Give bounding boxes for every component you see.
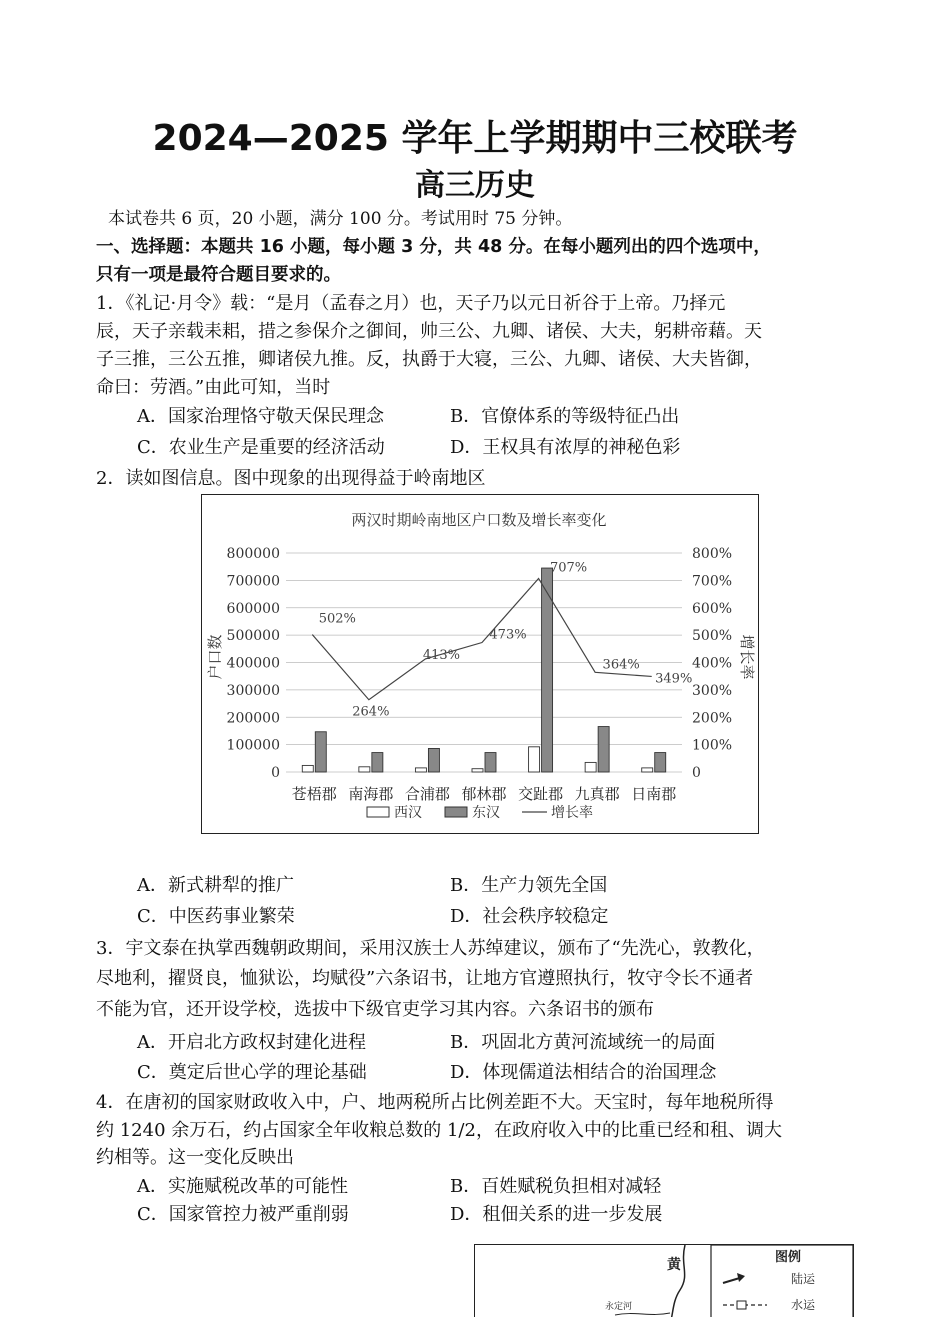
legend-swatch-donghan bbox=[445, 807, 467, 817]
q2-stem: 2．读如图信息。图中现象的出现得益于岭南地区 bbox=[96, 468, 486, 489]
section-heading-line1: 一、选择题：本题共 16 小题，每小题 3 分，共 48 分。在每小题列出的四个选项中， bbox=[96, 237, 771, 257]
q1-stem-line1: 1．《礼记·月令》载：“是月（孟春之月）也，天子乃以元日祈谷于上帝。乃择元 bbox=[96, 293, 726, 314]
legend-label-rate: 增长率 bbox=[551, 805, 593, 821]
rate-data-label: 473% bbox=[489, 627, 527, 643]
bar-donghan bbox=[315, 732, 326, 772]
x-tick-label: 合浦郡 bbox=[404, 785, 450, 803]
section-heading-line2: 只有一项是最符合题目要求的。 bbox=[96, 265, 341, 285]
q3-stem-line2: 尽地利，擢贤良，恤狱讼，均赋役”六条诏书，让地方官遵照执行，牧守令长不通者 bbox=[96, 968, 754, 989]
x-tick-label: 九真郡 bbox=[574, 785, 620, 803]
river-label: 黄 bbox=[667, 1257, 681, 1273]
q2-option-a[interactable]: A．新式耕犁的推广 bbox=[137, 875, 294, 896]
bar-donghan bbox=[655, 753, 666, 772]
rate-data-label: 349% bbox=[655, 671, 693, 687]
legend-land: 陆运 bbox=[791, 1272, 816, 1286]
map-drawing bbox=[475, 1245, 853, 1317]
bar-donghan bbox=[485, 753, 496, 772]
y-tick-label: 700000 bbox=[226, 573, 280, 590]
q1-stem-line2: 辰，天子亲载耒耜，措之参保介之御间，帅三公、九卿、诸侯、大夫，躬耕帝藉。天 bbox=[96, 321, 762, 342]
river-line bbox=[615, 1313, 670, 1315]
legend-water: 水运 bbox=[791, 1298, 816, 1312]
q1-option-a[interactable]: A．国家治理恪守敬天保民理念 bbox=[137, 406, 384, 427]
y2-tick-label: 600% bbox=[692, 600, 733, 617]
legend-label-donghan: 东汉 bbox=[472, 805, 500, 821]
page-subtitle: 高三历史 bbox=[415, 168, 535, 203]
q4-stem-line1: 4．在唐初的国家财政收入中，户、地两税所占比例差距不大。天宝时，每年地税所得 bbox=[96, 1092, 774, 1113]
x-tick-label: 郁林郡 bbox=[461, 785, 507, 803]
y2-axis-label: 增长率 bbox=[738, 634, 756, 680]
x-tick-label: 交趾郡 bbox=[518, 785, 564, 803]
q4-stem-line2: 约 1240 余万石，约占国家全年收粮总数的 1/2，在政府收入中的比重已经和租、调大 bbox=[96, 1120, 782, 1141]
legend-title: 图例 bbox=[775, 1250, 802, 1265]
chart-title: 两汉时期岭南地区户口数及增长率变化 bbox=[351, 511, 607, 529]
q1-option-b[interactable]: B．官僚体系的等级特征凸出 bbox=[450, 406, 680, 427]
canal-label: 永定河 bbox=[605, 1302, 633, 1312]
y-tick-label: 200000 bbox=[226, 710, 280, 727]
bar-xihan bbox=[642, 768, 653, 772]
y-axis-label: 户口数 bbox=[206, 634, 224, 680]
y2-tick-label: 300% bbox=[692, 682, 733, 699]
bar-xihan bbox=[529, 747, 540, 772]
q3-stem-line3: 不能为官，还开设学校，选拔中下级官吏学习其内容。六条诏书的颁布 bbox=[96, 999, 654, 1020]
y-tick-label: 100000 bbox=[226, 737, 280, 754]
bar-xihan bbox=[472, 769, 483, 772]
q4-stem-line3: 约相等。这一变化反映出 bbox=[96, 1147, 294, 1168]
bar-xihan bbox=[302, 765, 313, 772]
rate-data-label: 364% bbox=[602, 657, 640, 673]
bar-xihan bbox=[359, 767, 370, 772]
q2-option-c[interactable]: C．中医药事业繁荣 bbox=[137, 906, 295, 927]
exam-info: 本试卷共 6 页，20 小题，满分 100 分。考试用时 75 分钟。 bbox=[108, 209, 573, 229]
q1-option-d[interactable]: D．王权具有浓厚的神秘色彩 bbox=[450, 437, 681, 458]
q2-option-d[interactable]: D．社会秩序较稳定 bbox=[450, 906, 609, 927]
y2-tick-label: 200% bbox=[692, 710, 733, 727]
q1-stem-line4: 命曰：劳酒。”由此可知，当时 bbox=[96, 377, 331, 398]
q4-option-a[interactable]: A．实施赋税改革的可能性 bbox=[137, 1176, 348, 1197]
bar-xihan bbox=[415, 768, 426, 772]
yellow-river-line bbox=[665, 1245, 685, 1317]
transport-map bbox=[474, 1244, 854, 1317]
y2-tick-label: 800% bbox=[692, 546, 733, 562]
q3-stem-line1: 3．宇文泰在执掌西魏朝政期间，采用汉族士人苏绰建议，颁布了“先洗心，敦教化， bbox=[96, 938, 765, 959]
x-tick-label: 日南郡 bbox=[631, 785, 677, 803]
q3-option-d[interactable]: D．体现儒道法相结合的治国理念 bbox=[450, 1062, 717, 1083]
growth-rate-line bbox=[312, 578, 651, 699]
legend-swatch-xihan bbox=[367, 807, 389, 817]
q3-option-b[interactable]: B．巩固北方黄河流域统一的局面 bbox=[450, 1032, 716, 1053]
water-route-node-icon bbox=[737, 1301, 746, 1309]
q2-option-b[interactable]: B．生产力领先全国 bbox=[450, 875, 608, 896]
bar-donghan bbox=[372, 753, 383, 772]
y2-tick-label: 500% bbox=[692, 628, 733, 645]
q3-option-a[interactable]: A．开启北方政权封建化进程 bbox=[137, 1032, 366, 1053]
bar-xihan bbox=[585, 762, 596, 772]
q1-option-c[interactable]: C．农业生产是重要的经济活动 bbox=[137, 437, 385, 458]
q4-option-c[interactable]: C．国家管控力被严重削弱 bbox=[137, 1204, 349, 1225]
q3-option-c[interactable]: C．奠定后世心学的理论基础 bbox=[137, 1062, 367, 1083]
y2-tick-label: 100% bbox=[692, 737, 733, 754]
y-tick-label: 400000 bbox=[226, 655, 280, 672]
bar-donghan bbox=[428, 748, 439, 772]
population-chart bbox=[202, 495, 757, 832]
y2-tick-label: 0 bbox=[692, 765, 701, 781]
q4-option-b[interactable]: B．百姓赋税负担相对减轻 bbox=[450, 1176, 662, 1197]
rate-data-label: 264% bbox=[352, 704, 390, 720]
rate-data-label: 707% bbox=[549, 560, 588, 576]
y2-tick-label: 400% bbox=[692, 655, 733, 672]
bar-donghan bbox=[598, 727, 609, 772]
y-tick-label: 500000 bbox=[226, 628, 280, 645]
rate-data-label: 502% bbox=[318, 611, 356, 627]
y2-tick-label: 700% bbox=[692, 573, 733, 590]
x-tick-label: 南海郡 bbox=[348, 785, 394, 803]
y-tick-label: 800000 bbox=[226, 546, 280, 562]
chart-frame bbox=[201, 494, 759, 834]
q4-option-d[interactable]: D．租佃关系的进一步发展 bbox=[450, 1204, 663, 1225]
y-tick-label: 0 bbox=[271, 765, 280, 781]
y-tick-label: 600000 bbox=[226, 600, 280, 617]
x-tick-label: 苍梧郡 bbox=[291, 785, 337, 803]
q1-stem-line3: 子三推，三公五推，卿诸侯九推。反，执爵于大寝，三公、九卿、诸侯、大夫皆御， bbox=[96, 349, 762, 370]
legend-label-xihan: 西汉 bbox=[394, 805, 422, 821]
y-tick-label: 300000 bbox=[226, 682, 280, 699]
page-title: 2024—2025 学年上学期期中三校联考 bbox=[152, 118, 798, 159]
rate-data-label: 413% bbox=[422, 647, 461, 663]
